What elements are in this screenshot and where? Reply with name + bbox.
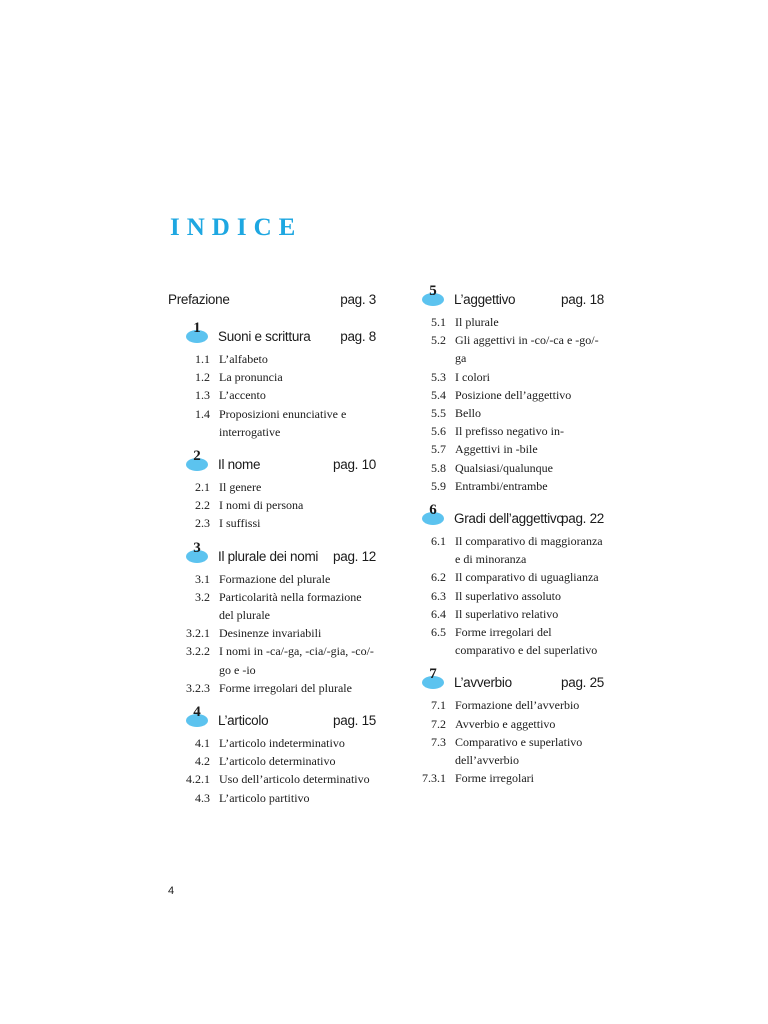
section-title: Forme irregolari xyxy=(455,771,534,786)
toc-chapter-6[interactable] xyxy=(404,502,606,532)
section-number: 5.8 xyxy=(431,460,446,475)
section-number: 4.2.1 xyxy=(186,772,210,787)
section-number: 4.1 xyxy=(195,736,210,751)
section-title: Il comparativo di uguaglianza xyxy=(455,570,599,585)
chapter-page: pag. 3 xyxy=(340,292,376,307)
section-title: Il genere xyxy=(219,480,262,495)
chapter-page: pag. 25 xyxy=(561,675,604,691)
chapter-title: Prefazione xyxy=(168,292,230,307)
section-title: L’articolo indeterminativo xyxy=(219,736,345,751)
section-title: Aggettivi in -bile xyxy=(455,442,538,457)
chapter-title: Suoni e scrittura xyxy=(218,329,311,344)
section-title: Forme irregolari del comparativo e del superlativo xyxy=(455,625,598,658)
section-number: 7.3.1 xyxy=(422,771,446,786)
toc-item[interactable] xyxy=(404,605,606,623)
toc-item[interactable] xyxy=(168,789,378,807)
chapter-title: L’aggettivo xyxy=(454,292,516,307)
section-list xyxy=(404,696,606,787)
section-title: Il plurale xyxy=(455,315,499,329)
page-number: 4 xyxy=(168,885,175,897)
toc-item[interactable] xyxy=(404,587,606,605)
chapter-page: pag. 15 xyxy=(333,713,376,729)
section-title: Il comparativo di maggioranza e di minoranza xyxy=(455,534,603,567)
chapter-page: pag. 18 xyxy=(561,292,604,307)
section-title: La pronuncia xyxy=(219,370,283,385)
toc-chapter-2[interactable] xyxy=(168,448,378,478)
chapter-page: pag. 12 xyxy=(333,548,376,564)
section-number: 5.9 xyxy=(431,478,446,493)
chapter-number: 1 xyxy=(193,320,201,336)
section-number: 4.3 xyxy=(195,790,210,805)
section-title: Bello xyxy=(455,406,481,421)
section-number: 6.3 xyxy=(431,588,446,603)
section-title: L’alfabeto xyxy=(219,352,268,366)
section-number: 1.2 xyxy=(195,370,210,385)
section-number: 7.3 xyxy=(431,734,446,749)
section-number: 6.1 xyxy=(431,534,446,549)
section-number: 1.3 xyxy=(195,388,210,403)
toc-chapter-3[interactable] xyxy=(168,539,378,570)
section-number: 3.2.2 xyxy=(186,644,210,659)
section-number: 5.5 xyxy=(431,406,446,421)
toc-chapter-1[interactable] xyxy=(168,320,378,350)
toc-item[interactable] xyxy=(404,404,606,422)
section-list xyxy=(168,734,378,807)
section-title: I nomi di persona xyxy=(219,498,304,513)
section-title: Formazione del plurale xyxy=(219,571,331,586)
toc-item[interactable] xyxy=(404,459,606,477)
chapter-number: 4 xyxy=(193,704,201,721)
chapter-title: Gradi dell’aggettivo xyxy=(454,511,564,527)
chapter-title: Il plurale dei nomi xyxy=(218,548,319,564)
section-title: L’articolo determinativo xyxy=(219,754,336,769)
section-number: 2.2 xyxy=(195,498,210,513)
section-number: 1.4 xyxy=(195,406,210,421)
toc-item[interactable] xyxy=(168,405,378,441)
chapter-number: 5 xyxy=(429,283,437,299)
chapter-number: 3 xyxy=(193,539,201,556)
section-list xyxy=(168,350,378,441)
chapter-number: 2 xyxy=(193,448,201,465)
section-number: 6.5 xyxy=(431,625,446,640)
section-number: 6.4 xyxy=(431,606,446,621)
toc-item[interactable] xyxy=(168,679,378,697)
toc-chapter-7[interactable] xyxy=(404,666,606,696)
section-title: Comparativo e superlativo dell’avverbio xyxy=(455,734,583,768)
section-number: 4.2 xyxy=(195,754,210,769)
toc-item[interactable] xyxy=(168,350,378,368)
toc-item[interactable] xyxy=(404,331,606,367)
section-number: 2.1 xyxy=(195,480,210,495)
section-number: 2.3 xyxy=(195,516,210,531)
toc-item[interactable] xyxy=(404,769,606,787)
section-title: Qualsiasi/qualunque xyxy=(455,460,553,475)
section-title: Il prefisso negativo in- xyxy=(455,424,564,439)
section-title: L’accento xyxy=(219,388,266,403)
toc-item[interactable] xyxy=(404,477,606,495)
toc-item[interactable] xyxy=(168,570,378,588)
section-title: Gli aggettivi in -co/-ca e -go/-ga xyxy=(455,333,599,366)
section-title: Uso dell’articolo determinativo xyxy=(219,772,370,787)
chapter-title: Il nome xyxy=(218,457,261,473)
section-title: Formazione dell’avverbio xyxy=(455,698,580,713)
section-title: L’articolo partitivo xyxy=(219,790,310,805)
section-title: Posizione dell’aggettivo xyxy=(455,387,572,402)
section-title: Il superlativo assoluto xyxy=(455,588,561,603)
toc-item[interactable] xyxy=(168,642,378,678)
section-number: 5.2 xyxy=(431,333,446,348)
section-title: Desinenze invariabili xyxy=(219,626,322,641)
toc-item[interactable] xyxy=(404,715,606,733)
section-number: 7.2 xyxy=(431,716,446,731)
toc-chapter-4[interactable] xyxy=(168,704,378,734)
section-title: I colori xyxy=(455,369,490,384)
section-number: 3.2.1 xyxy=(186,626,210,641)
toc-item[interactable] xyxy=(404,568,606,586)
toc-item[interactable] xyxy=(168,588,378,624)
section-number: 5.7 xyxy=(431,442,446,457)
toc-left-column xyxy=(168,286,378,807)
section-number: 3.1 xyxy=(195,571,210,586)
section-title: I suffissi xyxy=(219,516,261,531)
section-title: Proposizioni enunciative e interrogative xyxy=(219,406,347,439)
toc-item[interactable] xyxy=(168,496,378,514)
toc-item[interactable] xyxy=(404,696,606,714)
section-title: Forme irregolari del plurale xyxy=(219,680,352,695)
toc-item[interactable] xyxy=(404,386,606,404)
toc-item[interactable] xyxy=(168,386,378,404)
section-number: 6.2 xyxy=(431,570,446,585)
toc-item[interactable] xyxy=(168,734,378,752)
chapter-title: L’avverbio xyxy=(454,675,512,691)
section-title: Il superlativo relativo xyxy=(455,606,559,621)
chapter-title: L’articolo xyxy=(218,713,269,729)
toc-item[interactable] xyxy=(404,368,606,386)
section-number: 5.6 xyxy=(431,424,446,439)
section-title: Avverbio e aggettivo xyxy=(455,716,556,731)
section-list xyxy=(404,313,606,495)
toc-right-column xyxy=(404,283,606,787)
toc-item[interactable] xyxy=(168,770,378,788)
section-number: 7.1 xyxy=(431,698,446,713)
toc-item[interactable] xyxy=(404,440,606,458)
toc-item[interactable] xyxy=(404,313,606,331)
section-number: 5.1 xyxy=(431,315,446,329)
section-list xyxy=(404,532,606,659)
chapter-number: 7 xyxy=(429,666,437,683)
toc-chapter-5[interactable] xyxy=(404,283,606,313)
toc-item[interactable] xyxy=(168,368,378,386)
toc-entry-preface[interactable] xyxy=(168,286,378,313)
toc-item[interactable] xyxy=(404,623,606,659)
section-number: 3.2 xyxy=(195,589,210,604)
section-number: 5.3 xyxy=(431,369,446,384)
page-title: INDICE xyxy=(170,214,303,241)
chapter-page: pag. 8 xyxy=(340,329,376,344)
section-title: I nomi in -ca/-ga, -cia/-gia, -co/-go e -io xyxy=(219,644,374,677)
section-title: Entrambi/entrambe xyxy=(455,478,548,493)
section-title: Particolarità nella formazione del plurale xyxy=(219,589,362,623)
chapter-page: pag. 10 xyxy=(333,457,376,473)
section-number: 3.2.3 xyxy=(186,680,210,695)
toc-item[interactable] xyxy=(168,514,378,532)
toc-item[interactable] xyxy=(404,422,606,440)
chapter-number: 6 xyxy=(429,502,437,519)
section-number: 1.1 xyxy=(195,352,210,366)
section-list xyxy=(168,478,378,533)
toc-item[interactable] xyxy=(168,624,378,642)
toc-item[interactable] xyxy=(404,733,606,769)
toc-item[interactable] xyxy=(168,752,378,770)
toc-item[interactable] xyxy=(168,478,378,496)
section-number: 5.4 xyxy=(431,387,446,402)
section-list xyxy=(168,570,378,697)
chapter-page: pag. 22 xyxy=(561,511,604,527)
toc-item[interactable] xyxy=(404,532,606,568)
